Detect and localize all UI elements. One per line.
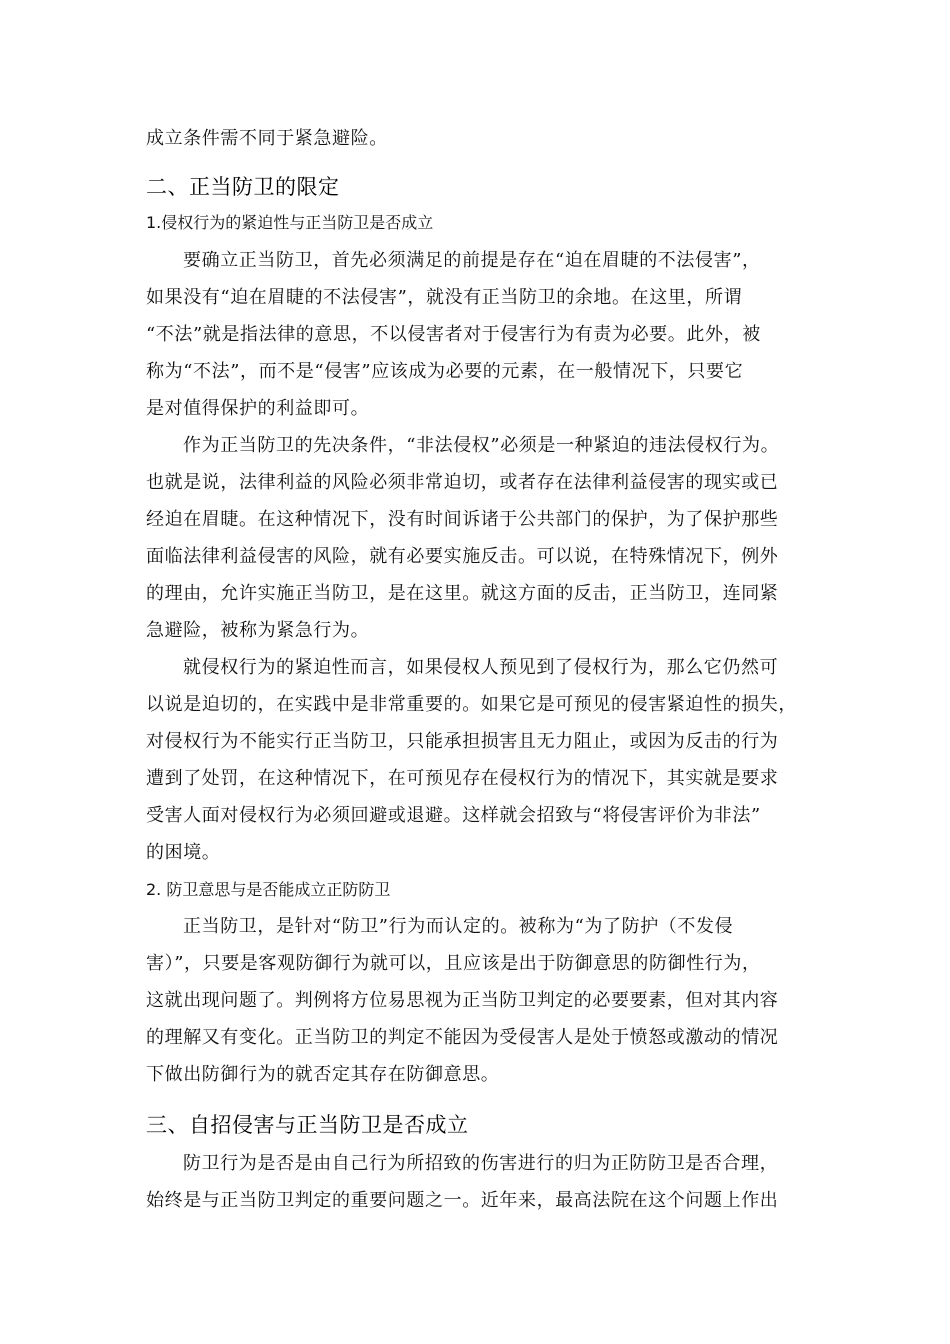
paragraph-line: 以说是迫切的，在实践中是非常重要的。如果它是可预见的侵害紧迫性的损失， — [146, 694, 797, 715]
paragraph-line: 的理由，允许实施正当防卫，是在这里。就这方面的反击，正当防卫，连同紧 — [146, 583, 779, 604]
intro-line: 成立条件需不同于紧急避险。 — [146, 128, 388, 149]
paragraph-line: 如果没有“迫在眉睫的不法侵害”，就没有正当防卫的余地。在这里，所谓 — [146, 287, 743, 308]
paragraph-line: 这就出现问题了。判例将方位易思视为正当防卫判定的必要要素，但对其内容 — [146, 990, 779, 1011]
paragraph-line: 要确立正当防卫，首先必须满足的前提是存在“迫在眉睫的不法侵害”， — [183, 250, 761, 271]
section-2-heading: 二、正当防卫的限定 — [146, 175, 340, 199]
paragraph-line: 也就是说，法律利益的风险必须非常迫切，或者存在法律利益侵害的现实或已 — [146, 472, 779, 493]
paragraph-line: 面临法律利益侵害的风险，就有必要实施反击。可以说，在特殊情况下，例外 — [146, 546, 779, 567]
paragraph-line: 急避险，被称为紧急行为。 — [146, 620, 370, 641]
paragraph-line: 的困境。 — [146, 842, 221, 863]
paragraph-line: 经迫在眉睫。在这种情况下，没有时间诉诸于公共部门的保护，为了保护那些 — [146, 509, 779, 530]
paragraph-line: 遭到了处罚，在这种情况下，在可预见存在侵权行为的情况下，其实就是要求 — [146, 768, 779, 789]
paragraph-line: 始终是与正当防卫判定的重要问题之一。近年来，最高法院在这个问题上作出 — [146, 1190, 779, 1211]
paragraph-line: 的理解又有变化。正当防卫的判定不能因为受侵害人是处于愤怒或激动的情况 — [146, 1027, 779, 1048]
paragraph-line: 就侵权行为的紧迫性而言，如果侵权人预见到了侵权行为，那么它仍然可 — [183, 657, 779, 678]
paragraph-line: 作为正当防卫的先决条件，“非法侵权”必须是一种紧迫的违法侵权行为。 — [183, 435, 780, 456]
paragraph-line: 防卫行为是否是由自己行为所招致的伤害进行的归为正防防卫是否合理， — [183, 1153, 779, 1174]
paragraph-line: 是对值得保护的利益即可。 — [146, 398, 370, 419]
paragraph-line: 受害人面对侵权行为必须回避或退避。这样就会招致与“将侵害评价为非法” — [146, 805, 761, 826]
section-3-heading: 三、自招侵害与正当防卫是否成立 — [146, 1113, 469, 1137]
paragraph-line: “不法”就是指法律的意思，不以侵害者对于侵害行为有责为必要。此外，被 — [146, 324, 761, 345]
paragraph-line: 对侵权行为不能实行正当防卫，只能承担损害且无力阻止，或因为反击的行为 — [146, 731, 779, 752]
subsection-2-title: 2. 防卫意思与是否能成立正防防卫 — [146, 880, 391, 899]
paragraph-line: 正当防卫，是针对“防卫”行为而认定的。被称为“为了防护（不发侵 — [183, 916, 734, 937]
subsection-1-title: 1.侵权行为的紧迫性与正当防卫是否成立 — [146, 213, 434, 232]
paragraph-line: 称为“不法”，而不是“侵害”应该成为必要的元素，在一般情况下，只要它 — [146, 361, 744, 382]
paragraph-line: 害）”，只要是客观防御行为就可以，且应该是出于防御意思的防御性行为， — [146, 953, 761, 974]
paragraph-line: 下做出防御行为的就否定其存在防御意思。 — [146, 1064, 500, 1085]
